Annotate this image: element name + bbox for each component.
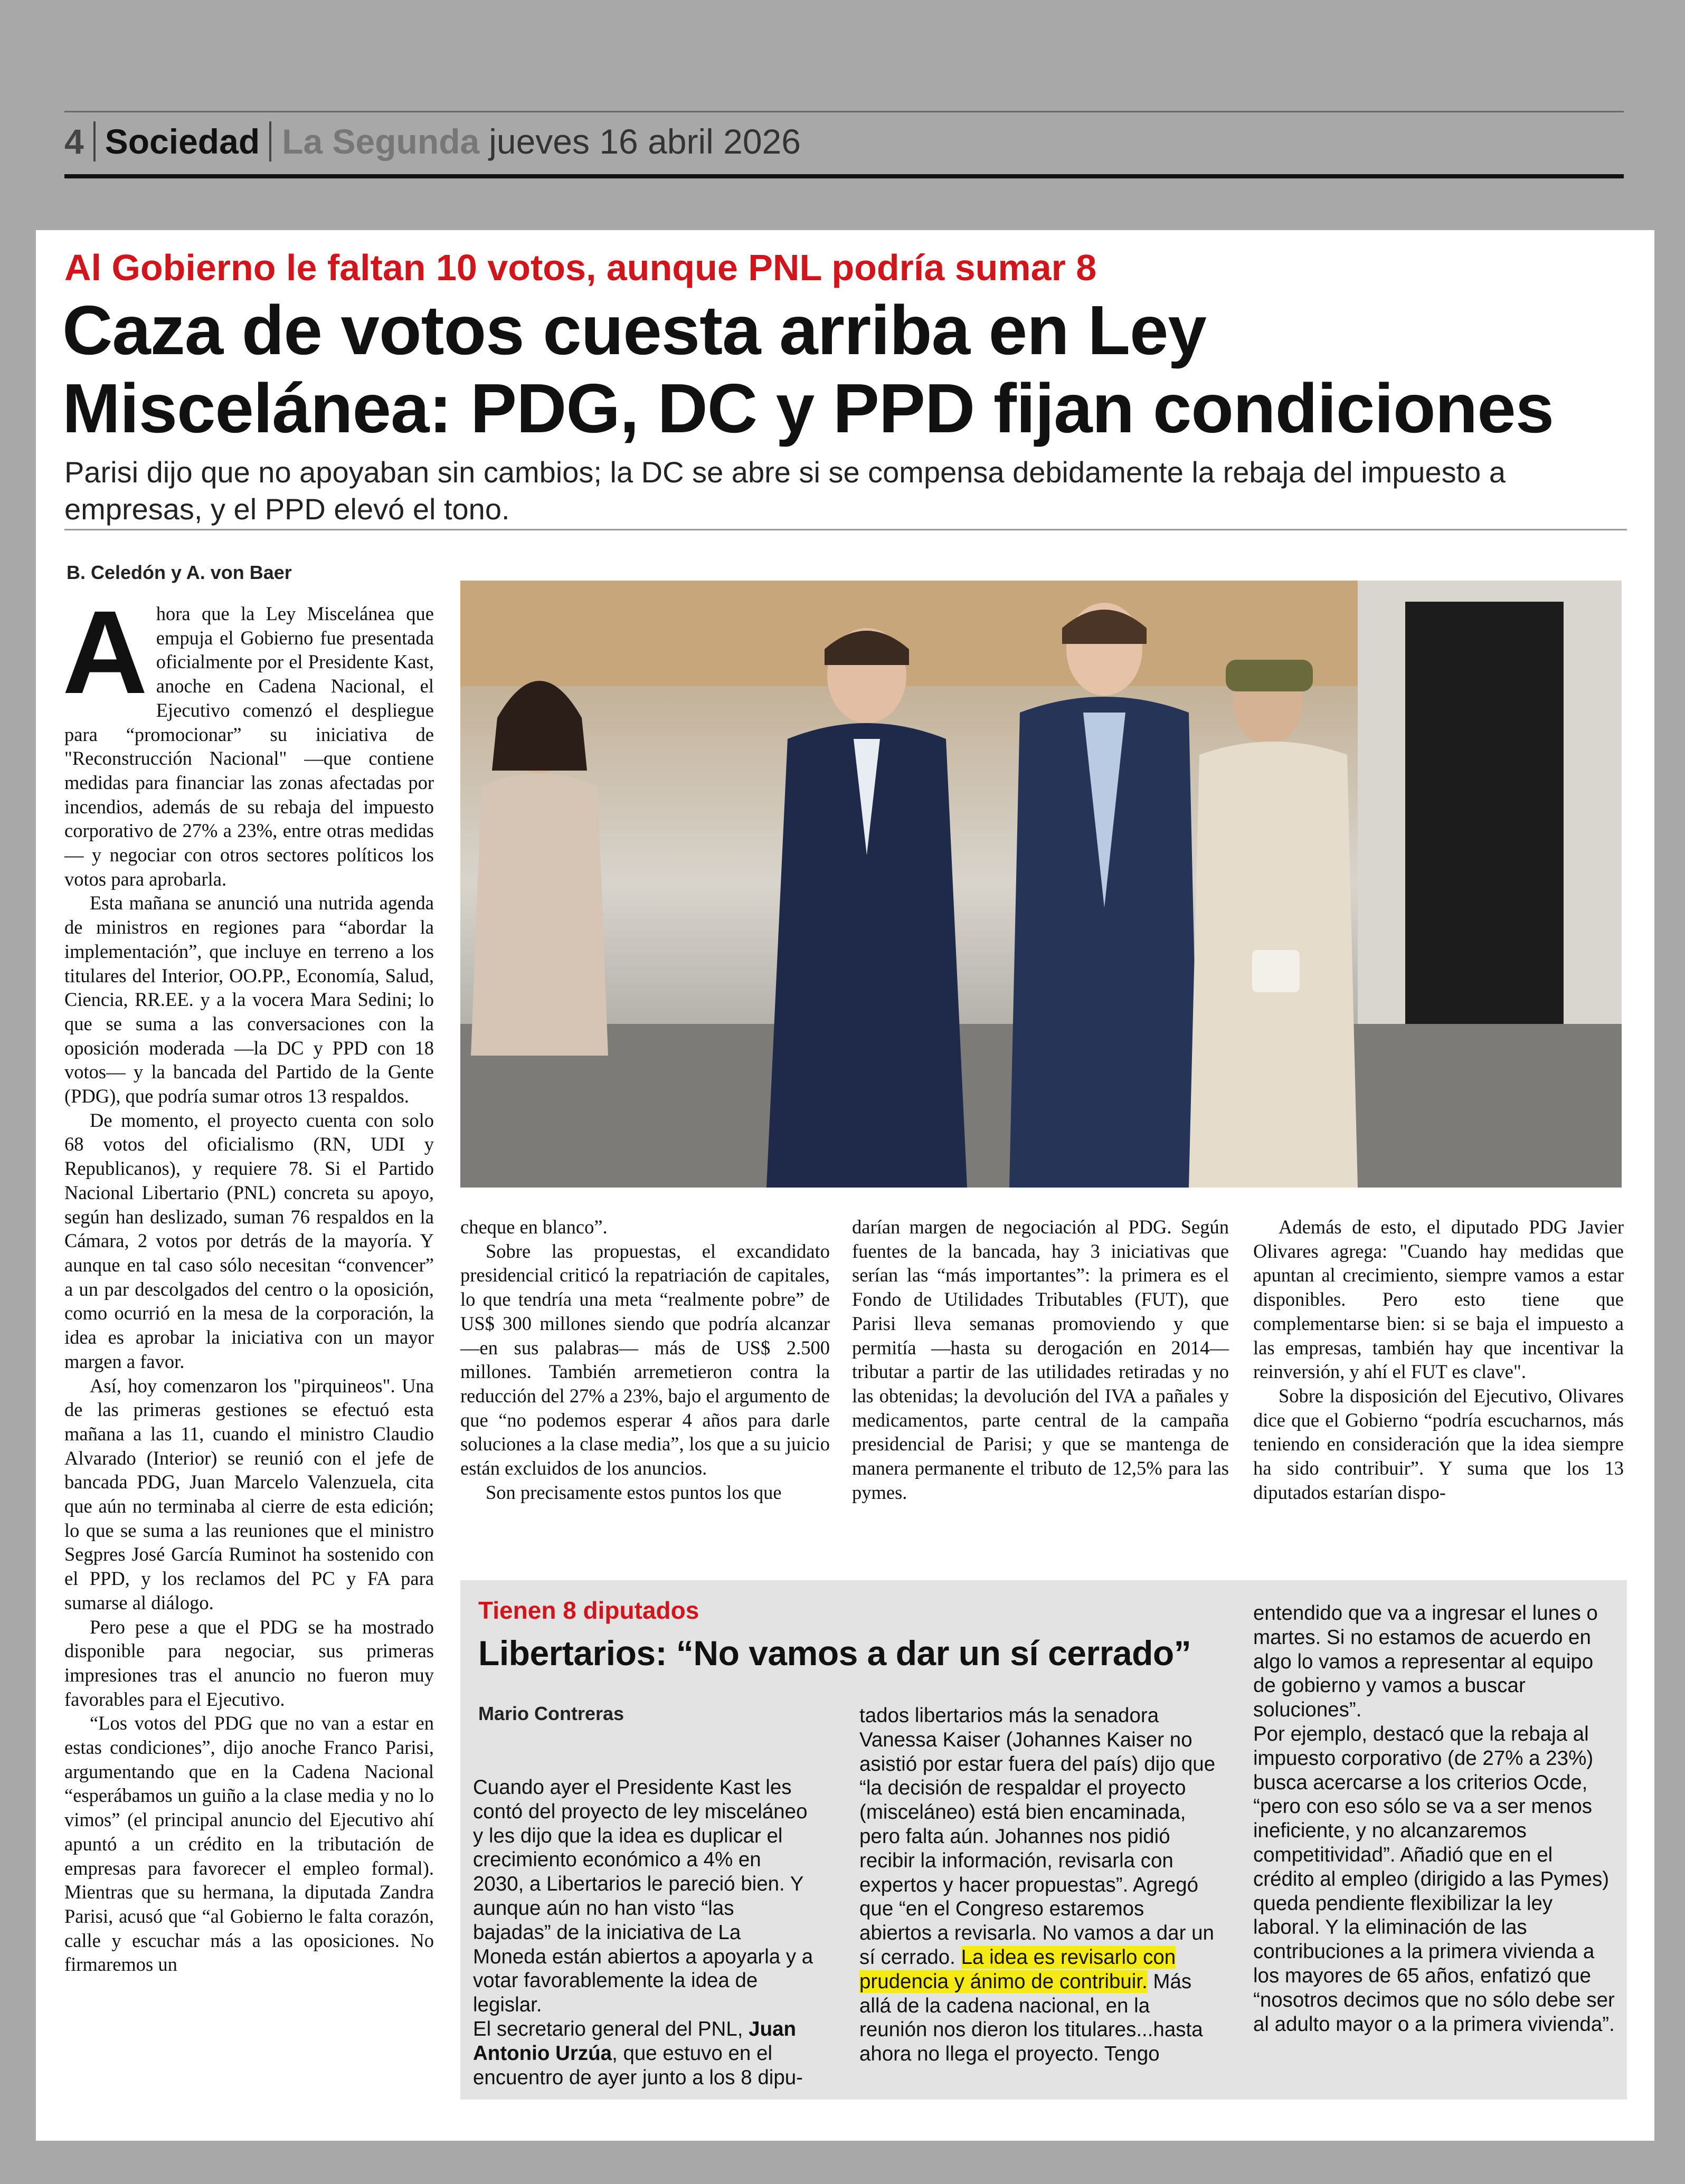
article-kicker: Al Gobierno le faltan 10 votos, aunque PNL podría sumar 8 — [64, 247, 1097, 288]
article-column-2 — [460, 1215, 830, 1504]
text-run: , que estuvo en el encuentro de ayer junto a los 8 dipu- — [473, 2041, 803, 2089]
paragraph: Son precisamente estos puntos los que — [486, 1481, 782, 1503]
article-headline — [62, 291, 1635, 448]
box-column-2 — [859, 1704, 1218, 2066]
header-bottom-rule — [64, 174, 1624, 178]
paragraph: Además de esto, el diputado PDG Javier Olivares agrega: "Cuando hay medidas que apuntan al crecimiento, siempre vamos a estar disponibles. Pero esto tiene que complementarse bien: si se baja el impuesto a las empresas, también hay que incentivar la reinversión, y ahí el FUT es clave". — [1253, 1216, 1624, 1383]
paragraph: entendido que va a ingresar el lunes o martes. Si no estamos de acuerdo en algo lo vamos a representar al equipo de gobierno y vamos a buscar soluciones”. — [1253, 1602, 1598, 1722]
publication-name: La Segunda — [282, 122, 480, 161]
photo-illustration — [460, 581, 1622, 1188]
box-column-3 — [1253, 1601, 1617, 2036]
paragraph: De momento, el proyecto cuenta con solo 68 votos del oficialismo (RN, UDI y Republicanos), y requiere 78. Si el Partido Nacional Libertario (PNL) concreta su apoyo, según han deslizado, suman 76 respaldos en la Cámara, 2 votos por detrás de la mayoría. Y aunque en tal caso sólo necesitan “convencer” a un par descolgados del centro o la oposición, como ocurrió en la mesa de la corporación, la idea es aprobar la iniciativa con un mayor margen a favor. — [64, 1109, 434, 1372]
paragraph: Sobre las propuestas, el excandidato presidencial criticó la repatriación de capitales, lo que tendría una meta “realmente pobre” de US$ 300 millones siendo que podría alcanzar —en sus palabras— más de US$ 2.500 millones. También arremetieron contra la reducción del 27% a 23%, bajo el argumento de que “no podemos esperar 4 años para darle soluciones a la clase media”, los que a su juicio están excluidos de los anuncios. — [460, 1240, 830, 1479]
paragraph: Sobre la disposición del Ejecutivo, Olivares dice que el Gobierno “podría escucharnos, más teniendo en consideración que la idea siempre ha sido contribuir”. Y suma que los 13 diputados estarían dispo- — [1253, 1384, 1624, 1503]
headline-line-1: Caza de votos cuesta arriba en Ley — [62, 291, 1206, 369]
article-column-4 — [1253, 1215, 1624, 1504]
page-number: 4 — [64, 121, 96, 162]
article-column-1 — [62, 586, 434, 1977]
publication-date: jueves 16 abril 2026 — [489, 122, 801, 161]
paragraph — [859, 1704, 1218, 2066]
paragraph: “Los votos del PDG que no van a estar en estas condiciones”, dijo anoche Franco Parisi, argumentando que en la Cadena Nacional “esperábamos un guiño a la clase media y no lo vimos” (el principal anuncio del Ejecutivo ahí apuntó a un crédito en la tributación de empresas para favorecer el empleo formal). Mientras que su hermana, la diputada Zandra Parisi, acusó que “al Gobierno le falta corazón, calle y escuchar más a las oposiciones. No firmaremos un — [64, 1712, 434, 1976]
header-top-rule — [64, 111, 1624, 112]
article-deck: Parisi dijo que no apoyaban sin cambios; la DC se abre si se compensa debidamente la rebaja del impuesto a empresas, y el PPD elevó el tono. — [64, 455, 1506, 526]
paragraph — [473, 2017, 816, 2090]
page-header — [64, 115, 801, 168]
text-run: El secretario general del PNL, — [473, 2017, 749, 2040]
paragraph: hora que la Ley Miscelánea que empuja el Gobierno fue presentada oficialmente por el Presidente Kast, anoche en Cadena Nacional, el Ejecutivo comenzó el despliegue para “promocionar” su iniciativa de "Reconstrucción Nacional" —que contiene medidas para financiar las zonas afectadas por incendios, además de su rebaja del impuesto corporativo de 27% a 23%, entre otras medidas— y negociar con otros sectores políticos los votos para aprobarla. — [64, 603, 434, 890]
box-kicker: Tienen 8 diputados — [478, 1597, 699, 1624]
headline-line-2: Miscelánea: PDG, DC y PPD fijan condiciones — [62, 369, 1554, 447]
box-byline: Mario Contreras — [478, 1703, 624, 1724]
deck-rule — [64, 529, 1627, 530]
paragraph: darían margen de negociación al PDG. Según fuentes de la bancada, hay 3 iniciativas que serían las “más importantes”: la primera es el Fondo de Utilidades Tributables (FUT), que Parisi lleva semanas promoviendo y que permitía —hasta su derogación en 2014— tributar a partir de las utilidades retiradas y no las obtenidas; la devolución del IVA a pañales y medicamentos, parte central de la campaña presidencial de Parisi; y que se mantenga de manera permanente el tributo de 12,5% para las pymes. — [852, 1216, 1229, 1503]
paragraph: cheque en blanco”. — [460, 1216, 608, 1238]
box-column-1 — [473, 1775, 816, 2090]
paragraph: Cuando ayer el Presidente Kast les contó del proyecto de ley misceláneo y les dijo que la idea es duplicar el crecimiento económico a 4% en 2030, a Libertarios le pareció bien. Y aunque aún no han visto “las bajadas” de la iniciativa de La Moneda están abiertos a apoyarla y a votar favorablemente la idea de legislar. — [473, 1776, 813, 2017]
box-headline: Libertarios: “No vamos a dar un sí cerrado” — [478, 1634, 1191, 1673]
article-column-3 — [852, 1215, 1229, 1504]
paragraph: Pero pese a que el PDG se ha mostrado disponible para negociar, sus primeras impresiones tras el anuncio no fueron muy favorables para el Ejecutivo. — [64, 1616, 434, 1710]
text-run: tados libertarios más la senadora Vanessa Kaiser (Johannes Kaiser no asistió por estar fuera del país) dijo que “la decisión de respaldar el proyecto (misceláneo) está bien encaminada, pero falta aún. Johannes nos pidió recibir la información, revisarla con expertos y hacer propuestas”. Agregó que “en el Congreso estaremos abiertos a revisarla. No vamos a dar un sí cerrado. — [859, 1704, 1216, 1969]
bold-name: Juan Antonio Urzúa — [473, 2017, 797, 2065]
paragraph: Así, hoy comenzaron los "pirquineos". Una de las primeras gestiones se efectuó esta mañana a las 11, cuando el ministro Claudio Alvarado (Interior) se reunió con el jefe de bancada PDG, Juan Marcelo Valenzuela, cita que aún no terminaba al cierre de esta edición; lo que se suma a las reuniones que el ministro Segpres José García Ruminot ha sostenido con el PPD, y los reclamos del PC y FA para sumarse al diálogo. — [64, 1374, 434, 1613]
news-photo — [460, 581, 1622, 1188]
text-run: Más allá de la cadena nacional, en la reunión nos dieron los titulares...hasta ahora no llega el proyecto. Tengo — [859, 1970, 1203, 2066]
paragraph: Esta mañana se anunció una nutrida agenda de ministros en regiones para “abordar la implementación”, que incluye en terreno a los titulares del Interior, OO.PP., Economía, Salud, Ciencia, RR.EE. y a la vocera Mara Sedini; lo que se suma a las conversaciones con la oposición moderada —la DC y PPD con 18 votos— y la bancada del Partido de la Gente (PDG), que podría sumar otros 13 respaldos. — [64, 892, 434, 1107]
article-byline: B. Celedón y A. von Baer — [67, 562, 292, 583]
highlighted-quote: La idea es revisarlo con prudencia y ánimo de contribuir. — [859, 1945, 1176, 1993]
drop-cap: A — [62, 586, 148, 718]
section-name: Sociedad — [105, 121, 271, 162]
paragraph: Por ejemplo, destacó que la rebaja al impuesto corporativo (de 27% a 23%) busca acercarse a los criterios Ocde, “pero con eso sólo se va a ser menos ineficiente, y no alcanzaremos competitividad”. Añadió que en el crédito al empleo (dirigido a las Pymes) queda pendiente flexibilizar la ley laboral. Y la eliminación de las contribuciones a la primera vivienda a los mayores de 65 años, enfatizó que “nosotros decimos que no sólo debe ser al adulto mayor o a la primera vivienda”. — [1253, 1722, 1615, 2036]
